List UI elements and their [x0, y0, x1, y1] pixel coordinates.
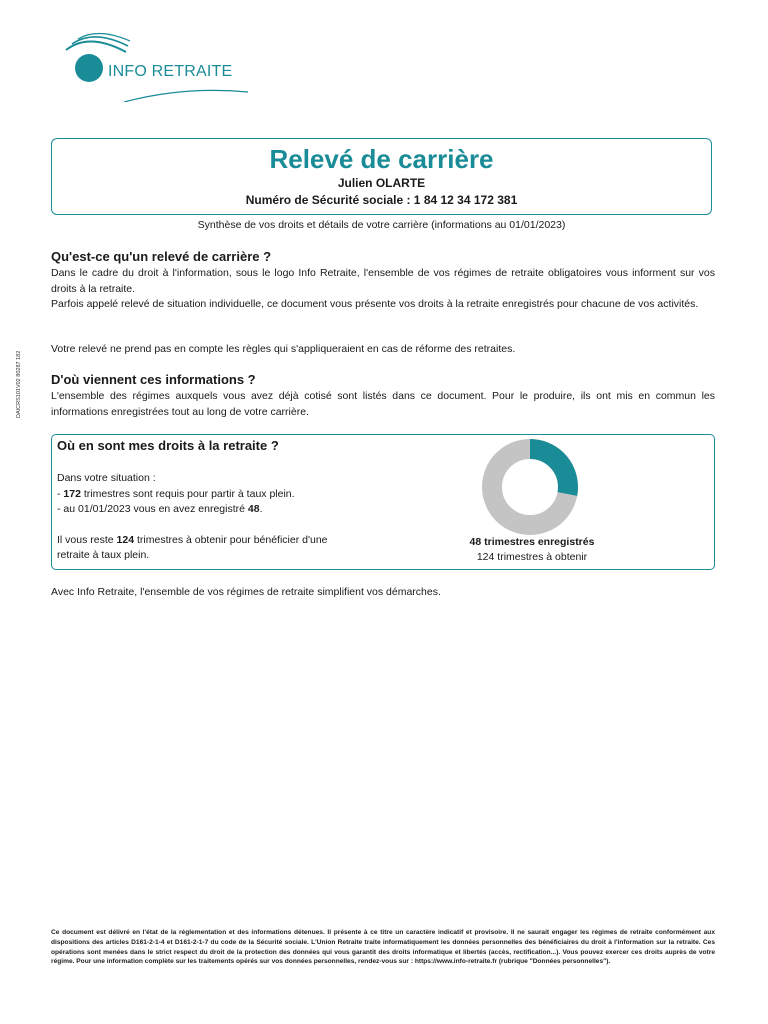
side-reference-code: DAICRS101V02 80287 182	[16, 350, 22, 418]
rights-text	[57, 471, 357, 564]
synthesis-line: Synthèse de vos droits et détails de votre carrière (informations au 01/01/2023)	[197, 219, 566, 231]
legal-footer: Ce document est délivré en l'état de la réglementation et des informations détenues. Il présente à ce titre un caractère indicatif et provisoire. Il ne saurait engager les régimes de retraite conformément aux dispositions des articles D161-2-1-4 et D161-2-1-7 du code de la Sécurité sociale. L'Union Retraite traite informatiquement les données personnelles des bénéficiaires du droit à l'information sur la retraite. Ces opérations sont menées dans le strict respect du droit de la protection des données qui vous garantit des droits informatique et libertés (accès, rectification...). Vous pouvez exercer ces droits auprès de votre régime. Pour une information complète sur les traitements opérés sur vos données personnelles, rendez-vous sur : https://www.info-retraite.fr (rubrique "Données personnelles").	[51, 929, 715, 966]
remaining-quarters-value: 124	[116, 533, 135, 546]
legend-recorded: 48 trimestres enregistrés	[469, 536, 595, 548]
paragraph-origin: L'ensemble des régimes auxquels vous avez déjà cotisé sont listés dans ce document. Pour le produire, ils ont mis en commun les informations enregistrées tout au long de votre carrière.	[51, 390, 715, 418]
social-security-number: Numéro de Sécurité sociale : 1 84 12 34 172 381	[245, 193, 518, 207]
closing-statement: Avec Info Retraite, l'ensemble de vos régimes de retraite simplifient vos démarches.	[51, 586, 441, 598]
rights-summary-box	[51, 434, 715, 570]
rights-remaining-line: Il vous reste 124 trimestres à obtenir pour bénéficier d'une retraite à taux plein.	[57, 533, 328, 561]
legend-remaining: 124 trimestres à obtenir	[476, 551, 588, 563]
logo-brand-text: INFO RETRAITE	[108, 63, 233, 80]
info-retraite-logo	[64, 30, 248, 102]
page-title: Relevé de carrière	[269, 144, 494, 174]
paragraph-what-is-3: Votre relevé ne prend pas en compte les règles qui s'appliqueraient en cas de réforme des retraites.	[51, 343, 516, 355]
rights-intro: Dans votre situation :	[57, 472, 156, 484]
paragraph-what-is-2: Parfois appelé relevé de situation individuelle, ce document vous présente vos droits à la retraite enregistrés pour chacune de vos activités.	[51, 298, 699, 310]
document-header	[51, 138, 712, 215]
recorded-quarters-value: 48	[247, 503, 260, 515]
quarters-donut-chart	[480, 437, 580, 537]
section-heading-what-is: Qu'est-ce qu'un relevé de carrière ?	[51, 249, 272, 264]
donut-legend	[447, 535, 617, 565]
rights-recorded-line: - au 01/01/2023 vous en avez enregistré 48.	[57, 503, 263, 515]
rights-heading: Où en sont mes droits à la retraite ?	[57, 438, 279, 453]
paragraph-what-is-1: Dans le cadre du droit à l'information, sous le logo Info Retraite, l'ensemble de vos régimes de retraite obligatoires vous informent sur vos droits à la retraite.	[51, 267, 715, 295]
required-quarters-value: 172	[63, 487, 81, 500]
holder-name: Julien OLARTE	[337, 176, 426, 190]
section-heading-origin: D'où viennent ces informations ?	[51, 372, 256, 387]
rights-required-line: - 172 trimestres sont requis pour partir à taux plein.	[57, 487, 295, 500]
